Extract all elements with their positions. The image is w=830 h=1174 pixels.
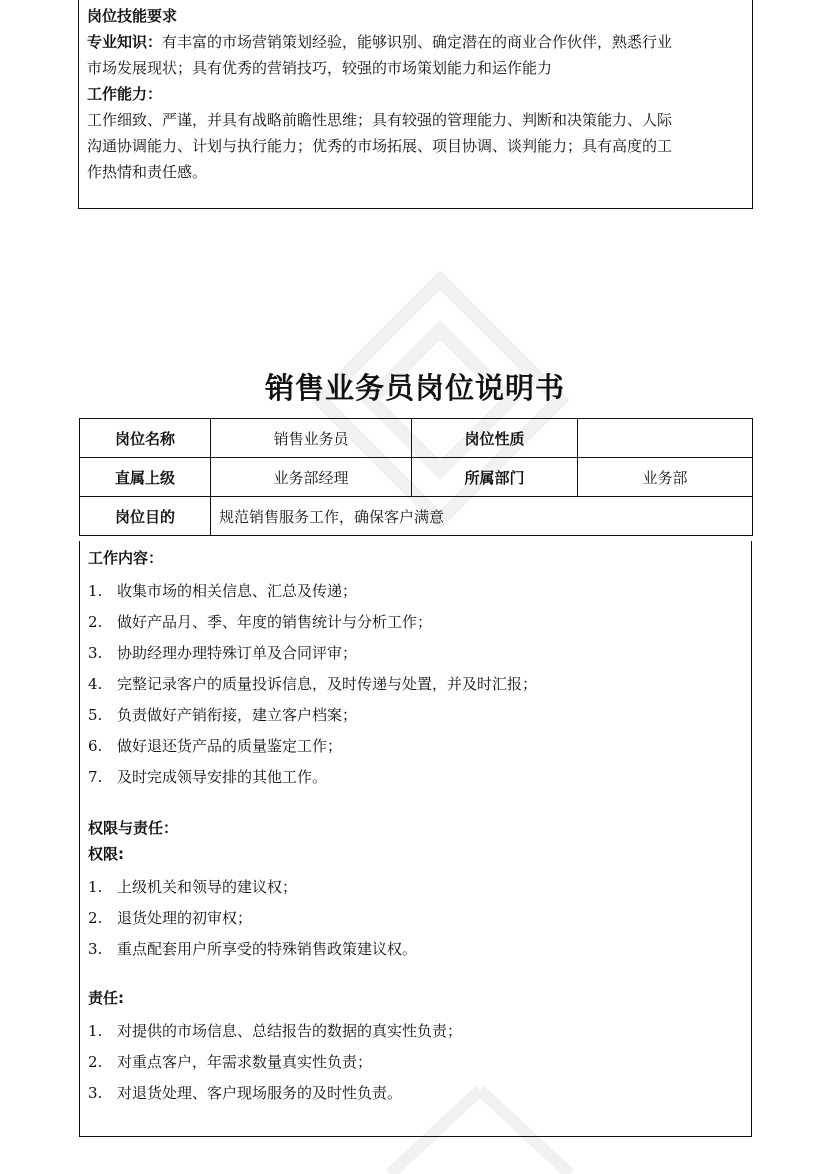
list-item	[88, 1016, 743, 1047]
skill-requirements-box	[78, 0, 753, 209]
list-item	[88, 762, 743, 793]
list-item	[88, 638, 743, 669]
ability-text-1: 工作细致、严谨，并具有战略前瞻性思维；具有较强的管理能力、判断和决策能力、人际	[87, 111, 673, 129]
item-text: 对提供的市场信息、总结报告的数据的真实性负责；	[117, 1022, 463, 1040]
knowledge-text-2: 市场发展现状；具有优秀的营销技巧，较强的市场策划能力和运作能力	[87, 59, 553, 77]
list-item	[88, 576, 743, 607]
item-text: 重点配套用户所享受的特殊销售政策建议权。	[117, 940, 418, 958]
list-item	[88, 934, 743, 965]
ability-text-2: 沟通协调能力、计划与执行能力；优秀的市场拓展、项目协调、谈判能力；具有高度的工	[87, 137, 673, 155]
knowledge-paragraph	[87, 29, 744, 81]
item-text: 对重点客户，年需求数量真实性负责；	[117, 1053, 373, 1071]
position-type-label: 岗位性质	[412, 419, 578, 458]
list-item	[88, 700, 743, 731]
list-item	[88, 607, 743, 638]
list-item	[88, 1078, 743, 1109]
item-number: 3.	[88, 1084, 103, 1102]
item-number: 1.	[88, 878, 103, 896]
item-text: 做好退还货产品的质量鉴定工作；	[117, 737, 343, 755]
item-number: 1.	[88, 582, 103, 600]
list-item	[88, 731, 743, 762]
item-number: 2.	[88, 613, 103, 631]
authority-heading: 权限与责任：	[88, 819, 179, 837]
knowledge-text-1: 有丰富的市场营销策划经验，能够识别、确定潜在的商业合作伙伴，熟悉行业	[162, 33, 673, 51]
position-info-table	[79, 418, 753, 536]
position-name-label: 岗位名称	[80, 419, 211, 458]
work-content-list	[88, 576, 743, 793]
position-name-value: 销售业务员	[211, 419, 412, 458]
department-value: 业务部	[578, 458, 753, 497]
item-text: 退货处理的初审权；	[117, 909, 253, 927]
list-item	[88, 872, 743, 903]
authority-subheading: 权限:	[88, 845, 124, 863]
item-number: 3.	[88, 644, 103, 662]
item-text: 负责做好产销衔接，建立客户档案；	[117, 706, 358, 724]
ability-text-3: 作热情和责任感。	[87, 163, 208, 181]
supervisor-value: 业务部经理	[211, 458, 412, 497]
table-row	[80, 458, 753, 497]
item-text: 完整记录客户的质量投诉信息，及时传递与处置，并及时汇报；	[117, 675, 538, 693]
document-title: 销售业务员岗位说明书	[264, 371, 565, 405]
item-number: 7.	[88, 768, 103, 786]
item-number: 2.	[88, 1053, 103, 1071]
item-number: 3.	[88, 940, 103, 958]
item-number: 5.	[88, 706, 103, 724]
item-text: 协助经理办理特殊订单及合同评审；	[117, 644, 358, 662]
item-number: 2.	[88, 909, 103, 927]
ability-label: 工作能力：	[87, 85, 163, 103]
knowledge-label: 专业知识：	[87, 33, 163, 51]
item-number: 4.	[88, 675, 103, 693]
purpose-value: 规范销售服务工作，确保客户满意	[211, 497, 753, 536]
table-row	[80, 497, 753, 536]
item-text: 上级机关和领导的建议权；	[117, 878, 298, 896]
skill-requirements-title: 岗位技能要求	[87, 7, 178, 25]
item-number: 6.	[88, 737, 103, 755]
list-item	[88, 903, 743, 934]
ability-paragraph	[87, 107, 744, 185]
authority-list	[88, 872, 743, 965]
item-text: 收集市场的相关信息、汇总及传递；	[117, 582, 358, 600]
item-text: 及时完成领导安排的其他工作。	[117, 768, 328, 786]
item-text: 做好产品月、季、年度的销售统计与分析工作；	[117, 613, 433, 631]
responsibility-list	[88, 1016, 743, 1109]
item-number: 1.	[88, 1022, 103, 1040]
table-row	[80, 419, 753, 458]
list-item	[88, 1047, 743, 1078]
responsibility-heading: 责任:	[88, 989, 124, 1007]
purpose-label: 岗位目的	[80, 497, 211, 536]
position-type-value	[578, 419, 753, 458]
department-label: 所属部门	[412, 458, 578, 497]
list-item	[88, 669, 743, 700]
duties-box	[79, 541, 752, 1137]
item-text: 对退货处理、客户现场服务的及时性负责。	[117, 1084, 403, 1102]
work-content-heading: 工作内容：	[88, 549, 164, 567]
supervisor-label: 直属上级	[80, 458, 211, 497]
